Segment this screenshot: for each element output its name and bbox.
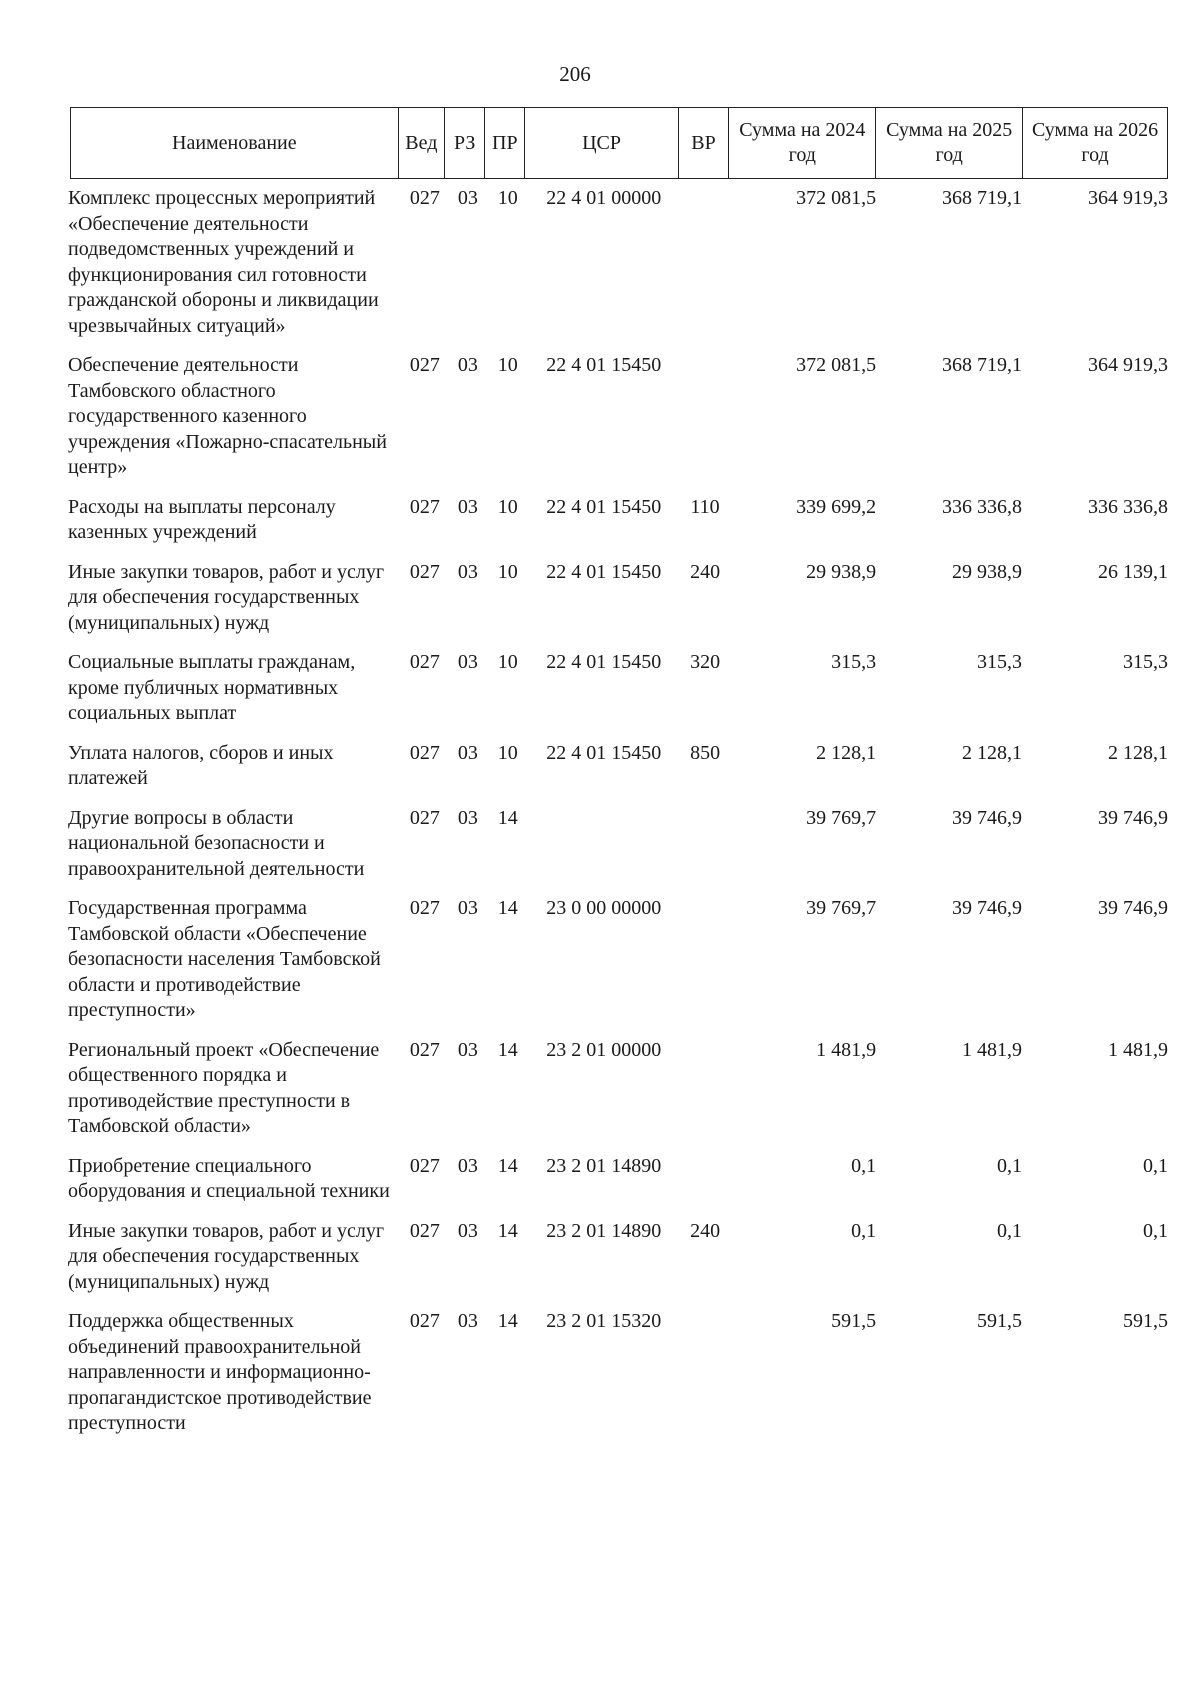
row-ved: 027	[409, 651, 440, 673]
table-row	[68, 896, 1168, 1038]
row-vr: 240	[690, 1219, 721, 1242]
row-pr: 14	[497, 1219, 518, 1242]
row-rz: 03	[457, 495, 478, 518]
row-name: Комплекс процессных мероприятий «Обеспечение деятельности подведомственных учреждений и функционирования сил готовности гражданской обороны и ликвидации чрезвычайных ситуаций»	[68, 187, 379, 337]
header-sum-2024: Сумма на 2024 год	[729, 108, 876, 179]
row-sum-2026: 2 128,1	[1108, 741, 1168, 764]
header-pr: ПР	[485, 108, 525, 179]
row-name: Социальные выплаты гражданам, кроме публичных нормативных социальных выплат	[68, 651, 356, 724]
row-vr	[680, 353, 730, 495]
row-csr: 22 4 01 15450	[546, 560, 662, 583]
header-vr: ВР	[678, 108, 729, 179]
row-vr	[680, 1154, 730, 1219]
row-sum-2026: 591,5	[1123, 1310, 1168, 1332]
row-sum-2026: 39 746,9	[1098, 806, 1168, 829]
row-sum-2025: 368 719,1	[942, 187, 1023, 209]
row-vr	[680, 896, 730, 1038]
row-csr: 22 4 01 15450	[546, 741, 662, 764]
row-vr: 240	[690, 560, 721, 583]
row-name: Региональный проект «Обеспечение общественного порядка и противодействие преступности в Тамбовской области»	[68, 1038, 380, 1137]
row-sum-2025: 368 719,1	[942, 354, 1023, 376]
table-row	[68, 1154, 1168, 1219]
row-name: Уплата налогов, сборов и иных платежей	[68, 741, 334, 789]
row-rz: 03	[457, 1219, 478, 1242]
row-rz: 03	[457, 741, 478, 764]
row-name: Другие вопросы в области национальной безопасности и правоохранительной деятельности	[68, 806, 365, 880]
row-rz: 03	[457, 897, 478, 919]
row-sum-2026: 315,3	[1123, 651, 1168, 673]
row-vr	[680, 806, 730, 897]
row-sum-2025: 39 746,9	[952, 897, 1023, 919]
table-row	[68, 741, 1168, 806]
row-vr	[680, 1309, 730, 1451]
row-pr: 10	[497, 651, 518, 673]
row-name: Иные закупки товаров, работ и услуг для обеспечения государственных (муниципальных) нужд	[68, 1219, 385, 1293]
row-sum-2024: 39 769,7	[806, 806, 877, 829]
header-name: Наименование	[71, 108, 399, 179]
row-pr: 14	[497, 806, 518, 829]
table-row	[68, 186, 1168, 353]
row-ved: 027	[409, 1154, 440, 1177]
row-name: Расходы на выплаты персоналу казенных учреждений	[68, 495, 336, 543]
row-sum-2024: 39 769,7	[806, 897, 877, 919]
header-sum-2025: Сумма на 2025 год	[876, 108, 1023, 179]
row-sum-2025: 29 938,9	[952, 560, 1023, 583]
row-rz: 03	[457, 1154, 478, 1177]
row-csr	[528, 806, 680, 897]
row-sum-2024: 0,1	[851, 1219, 877, 1242]
row-ved: 027	[409, 741, 440, 764]
row-sum-2024: 315,3	[831, 651, 877, 673]
row-pr: 10	[497, 560, 518, 583]
row-ved: 027	[409, 806, 440, 829]
row-pr: 10	[497, 741, 518, 764]
header-ved: Вед	[398, 108, 445, 179]
row-sum-2025: 0,1	[997, 1154, 1023, 1177]
row-name: Государственная программа Тамбовской области «Обеспечение безопасности населения Тамбовской области и противодействие преступности»	[68, 897, 381, 1021]
table-header	[70, 107, 1168, 179]
table-row	[68, 495, 1168, 560]
row-sum-2025: 0,1	[997, 1219, 1023, 1242]
row-name: Поддержка общественных объединений правоохранительной направленности и информационно-пропагандистское противодействие преступности	[68, 1310, 372, 1434]
row-vr: 110	[690, 495, 720, 518]
page-number: 206	[559, 62, 591, 86]
row-sum-2025: 591,5	[977, 1310, 1023, 1332]
row-sum-2024: 339 699,2	[796, 495, 877, 518]
table-row	[68, 353, 1168, 495]
row-sum-2026: 336 336,8	[1088, 495, 1168, 518]
row-csr: 23 2 01 15320	[546, 1310, 662, 1332]
row-pr: 14	[497, 897, 518, 919]
row-vr	[680, 186, 730, 353]
header-sum-2026: Сумма на 2026 год	[1023, 108, 1168, 179]
row-name: Приобретение специального оборудования и специальной техники	[68, 1154, 390, 1202]
row-csr: 23 2 01 14890	[546, 1154, 662, 1177]
budget-table	[68, 186, 1168, 1451]
row-rz: 03	[457, 560, 478, 583]
row-rz: 03	[457, 806, 478, 829]
row-sum-2026: 0,1	[1143, 1154, 1168, 1177]
row-rz: 03	[457, 354, 478, 376]
row-name: Иные закупки товаров, работ и услуг для обеспечения государственных (муниципальных) нужд	[68, 560, 385, 634]
row-pr: 10	[497, 495, 518, 518]
row-pr: 14	[497, 1038, 518, 1061]
row-ved: 027	[409, 1310, 440, 1332]
table-row	[68, 1219, 1168, 1310]
row-rz: 03	[457, 1310, 478, 1332]
row-sum-2024: 372 081,5	[796, 354, 877, 376]
row-csr: 23 2 01 00000	[546, 1038, 662, 1061]
row-rz: 03	[457, 651, 478, 673]
row-sum-2026: 39 746,9	[1098, 897, 1168, 919]
row-vr: 320	[690, 651, 721, 673]
table-row	[68, 1309, 1168, 1451]
row-name: Обеспечение деятельности Тамбовского областного государственного казенного учреждения «Пожарно-спасательный центр»	[68, 354, 387, 478]
table-row	[68, 1038, 1168, 1154]
row-sum-2024: 1 481,9	[816, 1038, 877, 1061]
row-sum-2024: 2 128,1	[816, 741, 877, 764]
table-row	[68, 560, 1168, 651]
row-sum-2026: 0,1	[1143, 1219, 1168, 1242]
row-sum-2025: 1 481,9	[962, 1038, 1023, 1061]
row-sum-2024: 0,1	[851, 1154, 877, 1177]
row-pr: 14	[497, 1154, 518, 1177]
row-ved: 027	[409, 560, 440, 583]
row-sum-2025: 336 336,8	[942, 495, 1023, 518]
row-sum-2026: 364 919,3	[1088, 354, 1168, 376]
row-csr: 22 4 01 15450	[546, 651, 662, 673]
row-sum-2024: 372 081,5	[796, 187, 877, 209]
row-vr	[680, 1038, 730, 1154]
row-pr: 10	[497, 187, 518, 209]
table-row	[68, 650, 1168, 741]
row-sum-2025: 39 746,9	[952, 806, 1023, 829]
header-csr: ЦСР	[525, 108, 678, 179]
row-sum-2026: 26 139,1	[1098, 560, 1168, 583]
row-pr: 14	[497, 1310, 518, 1332]
row-pr: 10	[497, 354, 518, 376]
row-ved: 027	[409, 354, 440, 376]
header-rz: РЗ	[445, 108, 485, 179]
row-rz: 03	[457, 1038, 478, 1061]
row-csr: 22 4 01 15450	[546, 495, 662, 518]
row-csr: 23 0 00 00000	[546, 897, 662, 919]
row-sum-2026: 364 919,3	[1088, 187, 1168, 209]
row-sum-2026: 1 481,9	[1108, 1038, 1168, 1061]
row-rz: 03	[457, 187, 478, 209]
row-sum-2024: 591,5	[831, 1310, 877, 1332]
row-csr: 22 4 01 15450	[546, 354, 662, 376]
row-ved: 027	[409, 187, 440, 209]
table-row	[68, 806, 1168, 897]
row-csr: 23 2 01 14890	[546, 1219, 662, 1242]
row-sum-2024: 29 938,9	[806, 560, 877, 583]
row-sum-2025: 315,3	[977, 651, 1023, 673]
row-csr: 22 4 01 00000	[546, 187, 662, 209]
row-ved: 027	[409, 495, 440, 518]
row-vr: 850	[690, 741, 721, 764]
row-ved: 027	[409, 897, 440, 919]
row-sum-2025: 2 128,1	[962, 741, 1023, 764]
row-ved: 027	[409, 1038, 440, 1061]
row-ved: 027	[409, 1219, 440, 1242]
